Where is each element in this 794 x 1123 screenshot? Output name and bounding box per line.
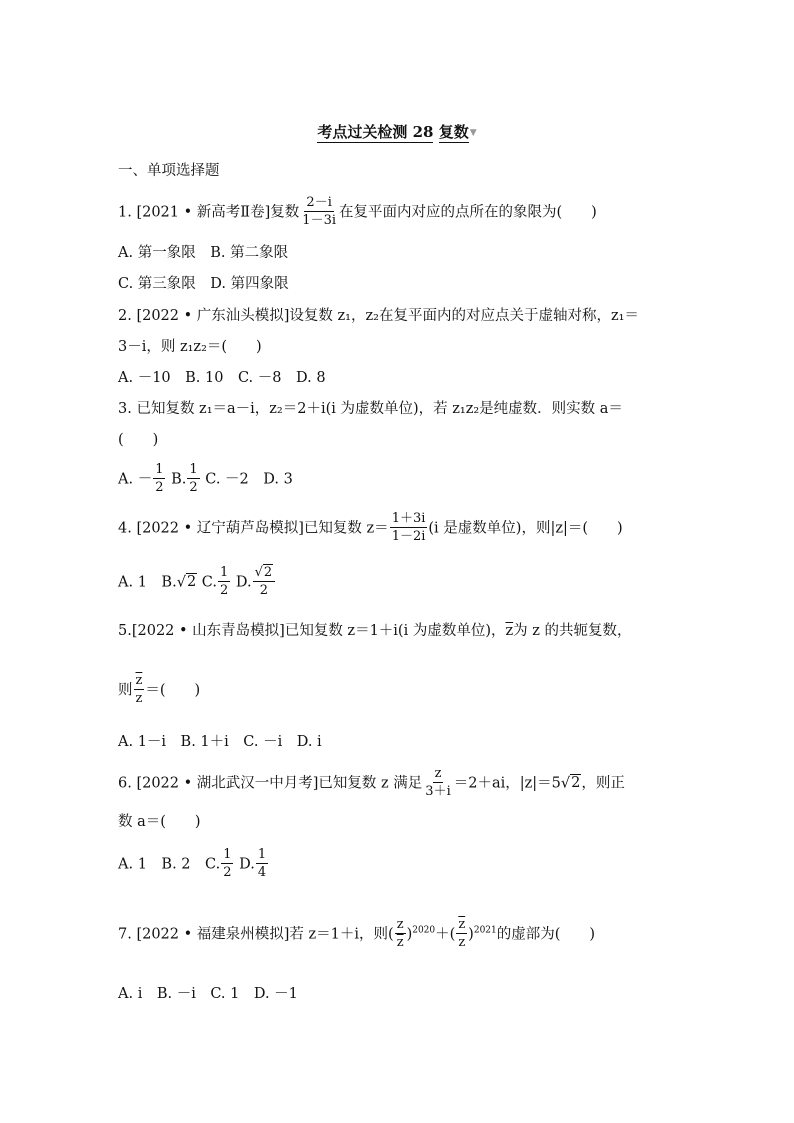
question-3-line-2: ( ) <box>118 432 159 448</box>
page-title <box>0 121 794 142</box>
question-5-line-1: 5.[2022 • 山东青岛模拟]已知复数 z＝1＋i(i 为虚数单位)，$\overline{z}$为 z 的共轭复数， <box>118 623 632 639</box>
question-5-options: A. 1－i B. 1＋i C. －i D. i <box>118 734 322 750</box>
question-2-options: A. －10 B. 10 C. －8 D. 8 <box>118 370 326 386</box>
question-7-options: A. i B. －i C. 1 D. －1 <box>118 986 298 1002</box>
question-4: 4. [2022 • 辽宁葫芦岛模拟]已知复数 z＝ $\frac{1+3i}{1-2i}$ (i 是虚数单位)，则|z|＝( ) <box>118 511 623 545</box>
title-sub: 复数 <box>438 123 469 141</box>
question-5-line-2: 则 $\frac{\overline{z}}{z}$ ＝( ) <box>118 673 201 707</box>
question-3-options: A. － $\frac{1}{2}$ B. $\frac{1}{2}$ C. －2 D. 3 <box>118 462 293 496</box>
question-1-options-1: A. 第一象限 B. 第二象限 <box>118 245 289 261</box>
dropdown-triangle-icon[interactable]: ▼ <box>469 128 477 138</box>
title-main: 考点过关检测 28 <box>317 123 434 141</box>
question-6-options: A. 1 B. 2 C. $\frac{1}{2}$ D. $\frac{1}{4}$ <box>118 847 267 881</box>
question-3-line-1: 3. 已知复数 z₁＝a－i，z₂＝2＋i(i 为虚数单位)，若 z₁z₂是纯虚数．则实数 a＝ <box>118 401 623 417</box>
fraction: $\frac{1+3i}{1-2i}$ <box>391 511 426 545</box>
question-4-options: A. 1 B.√2 C. $\frac{1}{2}$ D. $\frac{√2}{2}$ <box>118 566 276 599</box>
question-7: 7. [2022 • 福建泉州模拟]若 z＝1＋i，则( $\frac{z}{z}$ )$^{2020}$＋( $\frac{\overline{z}}{z}$ )$^{2021}$的虚部为( ) <box>118 917 596 951</box>
question-1: 1. [2021 • 新高考Ⅱ卷]复数 $\frac{2-i}{1-3i}$ 在复平面内对应的点所在的象限为( ) <box>118 195 597 229</box>
question-2-line-1: 2. [2022 • 广东汕头模拟]设复数 z₁，z₂在复平面内的对应点关于虚轴对称，z₁＝ <box>118 308 639 324</box>
question-6-line-2: 数 a＝( ) <box>118 814 201 830</box>
question-6-line-1: 6. [2022 • 湖北武汉一中月考]已知复数 z 满足 $\frac{z}{3+i}$ ＝2＋ai，|z|＝5√2，则正 <box>118 766 625 800</box>
question-2-line-2: 3－i，则 z₁z₂＝( ) <box>118 339 262 355</box>
section-heading: 一、单项选择题 <box>118 163 220 179</box>
fraction: $\frac{2-i}{1-3i}$ <box>302 195 336 229</box>
question-1-options-2: C. 第三象限 D. 第四象限 <box>118 276 289 292</box>
